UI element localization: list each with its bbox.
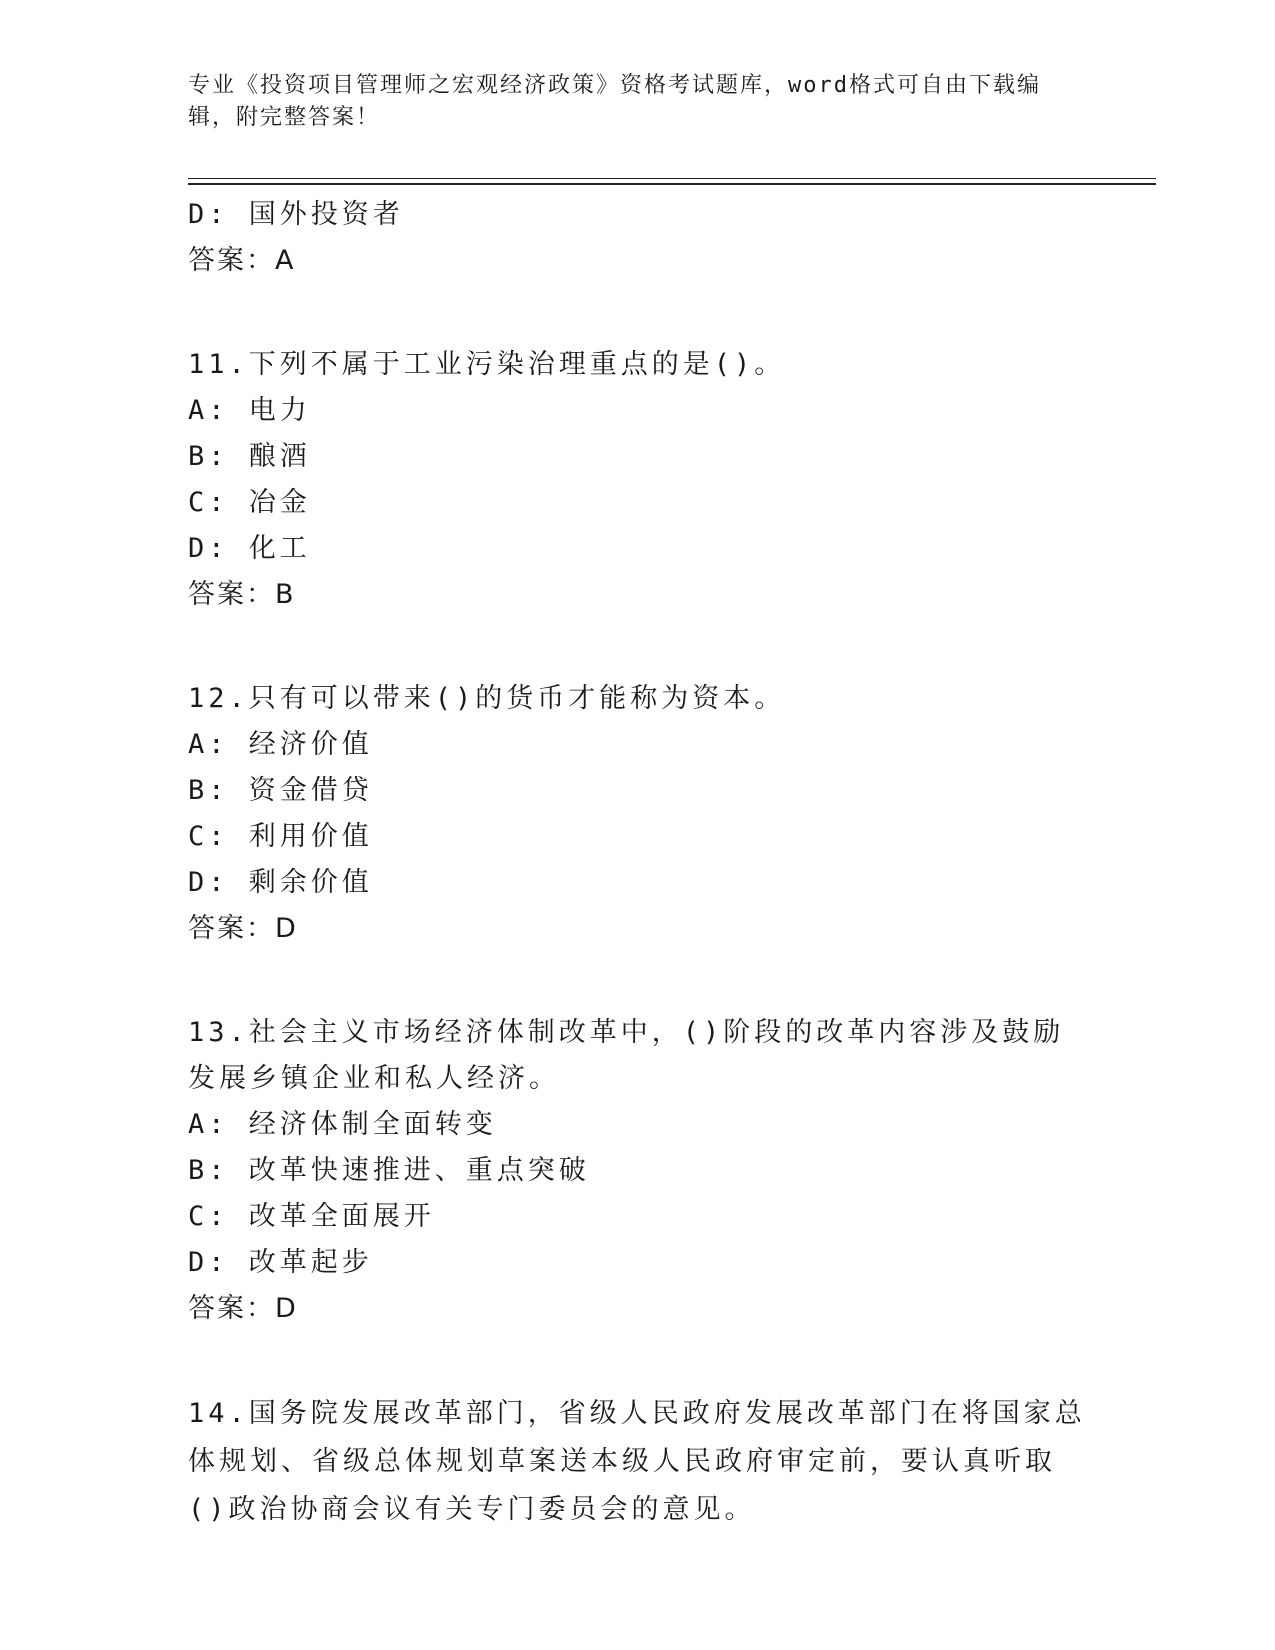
answer-line: 答案：A [188,245,296,276]
option-d: D: 改革起步 [188,1247,373,1278]
question-list [188,192,1088,1534]
option-b: B: 资金借贷 [188,775,373,806]
question-12 [188,676,1088,952]
option-b: B: 改革快速推进、重点突破 [188,1155,590,1186]
question-13 [188,1010,1088,1332]
question-stem: 11.下列不属于工业污染治理重点的是()。 [188,349,786,380]
option-d: D: 国外投资者 [188,199,404,230]
header-divider-thick [188,183,1156,185]
answer-line: 答案：B [188,579,296,610]
option-a: A: 经济价值 [188,729,373,760]
question-stem: 14.国务院发展改革部门，省级人民政府发展改革部门在将国家总体规划、省级总体规划草案送本级人民政府审定前，要认真听取()政治协商会议有关专门委员会的意见。 [188,1398,1086,1525]
question-stem: 13.社会主义市场经济体制改革中，()阶段的改革内容涉及鼓励发展乡镇企业和私人经济。 [188,1017,1065,1094]
question-11 [188,342,1088,618]
carryover-block [188,192,1088,284]
question-stem: 12.只有可以带来()的货币才能称为资本。 [188,683,786,714]
option-d: D: 剩余价值 [188,867,373,898]
document-header: 专业《投资项目管理师之宏观经济政策》资格考试题库，word格式可自由下载编辑，附完整答案！ [188,73,1041,130]
option-d: D: 化工 [188,533,311,564]
answer-line: 答案：D [188,1293,298,1324]
header-divider-thin [188,178,1156,179]
option-a: A: 电力 [188,395,311,426]
option-a: A: 经济体制全面转变 [188,1109,497,1140]
option-c: C: 利用价值 [188,821,373,852]
answer-line: 答案：D [188,913,298,944]
question-14 [188,1390,1088,1534]
option-c: C: 冶金 [188,487,311,518]
option-c: C: 改革全面展开 [188,1201,435,1232]
option-b: B: 酿酒 [188,441,311,472]
